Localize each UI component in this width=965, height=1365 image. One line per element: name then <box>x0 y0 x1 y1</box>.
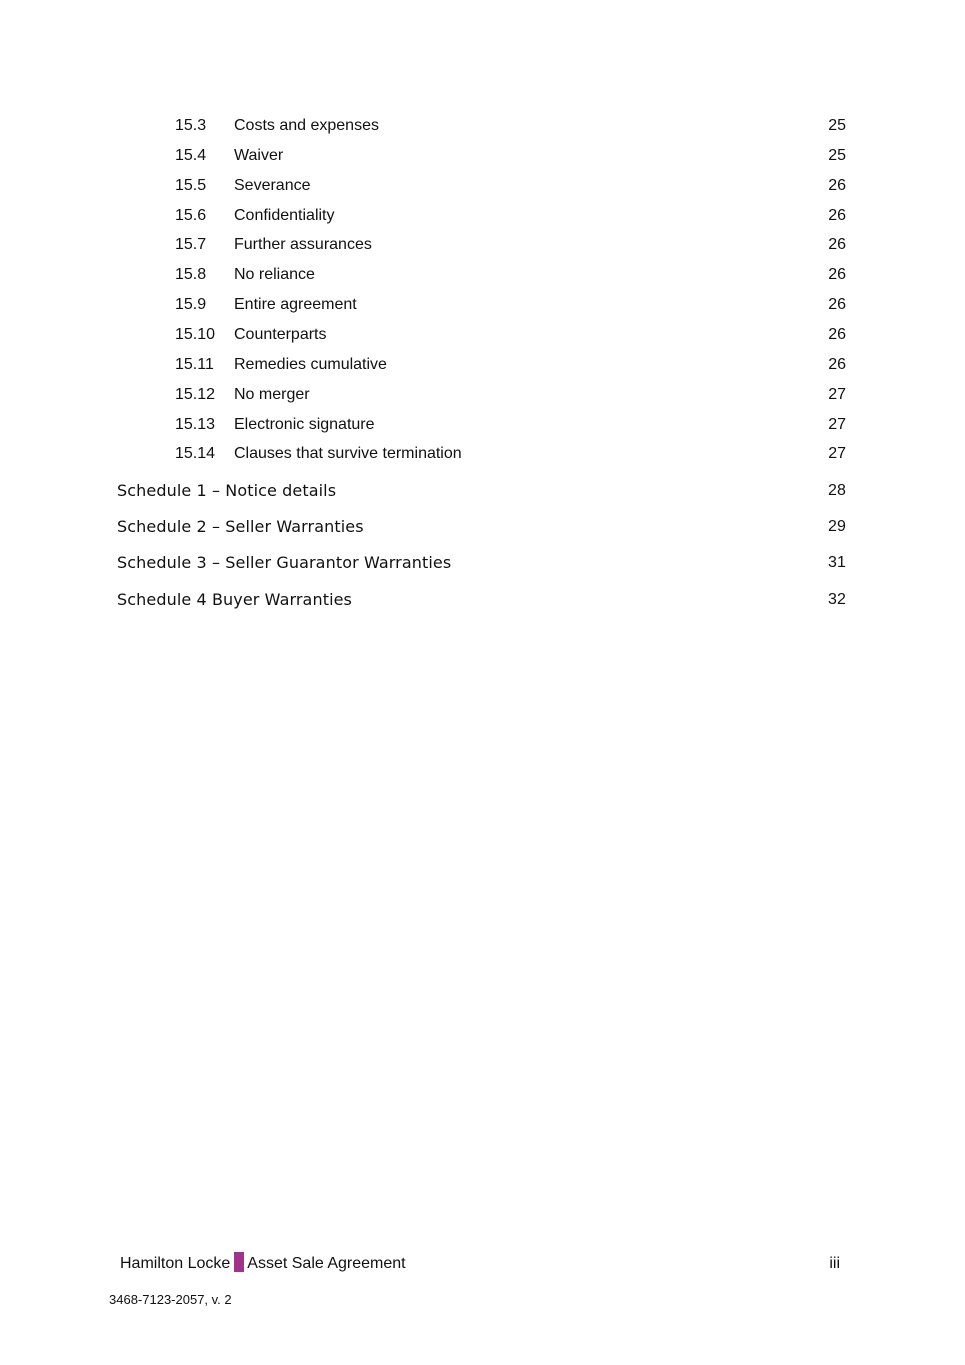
toc-entry-number: 15.8 <box>175 266 207 283</box>
toc-entry-page: 27 <box>828 386 846 403</box>
toc-entry-title: Clauses that survive termination <box>234 445 462 462</box>
toc-schedule-page: 31 <box>828 554 846 571</box>
toc-schedule-title: Schedule 3 – Seller Guarantor Warranties <box>117 553 452 572</box>
toc-entry[interactable] <box>0 171 965 201</box>
toc-entry[interactable] <box>0 201 965 231</box>
document-id: 3468-7123-2057, v. 2 <box>109 1292 232 1307</box>
toc-entry-number: 15.5 <box>175 177 207 194</box>
toc-entry-title: Waiver <box>234 147 284 164</box>
toc-entry-number: 15.13 <box>175 416 216 433</box>
footer-firm-name: Hamilton Locke <box>120 1255 231 1272</box>
toc-entry-number: 15.10 <box>175 326 216 343</box>
toc-entry-title: Counterparts <box>234 326 327 343</box>
footer-page-number: iii <box>829 1255 840 1272</box>
toc-entry[interactable] <box>0 380 965 410</box>
toc-entry-number: 15.4 <box>175 147 207 164</box>
toc-entry-page: 25 <box>828 147 846 164</box>
toc-entry-page: 26 <box>828 177 846 194</box>
toc-entry-page: 25 <box>828 117 846 134</box>
toc-entry-page: 27 <box>828 445 846 462</box>
toc-schedule-title: Schedule 4 Buyer Warranties <box>117 590 352 609</box>
toc-entry-number: 15.6 <box>175 207 207 224</box>
toc-entry-page: 26 <box>828 207 846 224</box>
toc-schedule-page: 32 <box>828 591 846 608</box>
footer-separator-bar <box>234 1252 244 1272</box>
toc-schedule-title: Schedule 1 – Notice details <box>117 481 337 500</box>
toc-entry[interactable] <box>0 320 965 350</box>
toc-entry-page: 26 <box>828 356 846 373</box>
toc-schedule-entry[interactable] <box>0 512 965 542</box>
toc-entry-number: 15.11 <box>175 356 214 373</box>
toc-entry-title: Entire agreement <box>234 296 357 313</box>
toc-schedule-entry[interactable] <box>0 476 965 506</box>
toc-entry-page: 26 <box>828 326 846 343</box>
toc-schedule-entry[interactable] <box>0 585 965 615</box>
toc-entry-number: 15.9 <box>175 296 207 313</box>
toc-entry-number: 15.14 <box>175 445 216 462</box>
toc-schedule-page: 29 <box>828 518 846 535</box>
toc-entry-title: Severance <box>234 177 311 194</box>
toc-entry[interactable] <box>0 141 965 171</box>
toc-entry-page: 26 <box>828 266 846 283</box>
toc-entry-title: Remedies cumulative <box>234 356 387 373</box>
toc-schedule-entry[interactable] <box>0 548 965 578</box>
toc-schedule-title: Schedule 2 – Seller Warranties <box>117 517 364 536</box>
footer-branding <box>120 1251 406 1277</box>
toc-entry-title: No reliance <box>234 266 315 283</box>
toc-entry[interactable] <box>0 111 965 141</box>
toc-entry[interactable] <box>0 290 965 320</box>
toc-entry[interactable] <box>0 350 965 380</box>
toc-entry-title: Electronic signature <box>234 416 375 433</box>
toc-entry-number: 15.12 <box>175 386 216 403</box>
toc-entry-number: 15.7 <box>175 236 207 253</box>
toc-entry-title: No merger <box>234 386 310 403</box>
footer-document-title: Asset Sale Agreement <box>247 1255 406 1272</box>
toc-entry[interactable] <box>0 230 965 260</box>
toc-entry-title: Further assurances <box>234 236 372 253</box>
toc-entry[interactable] <box>0 439 965 469</box>
toc-entry-page: 27 <box>828 416 846 433</box>
toc-entry-title: Costs and expenses <box>234 117 379 134</box>
toc-entry[interactable] <box>0 260 965 290</box>
toc-entry-title: Confidentiality <box>234 207 335 224</box>
toc-entry-page: 26 <box>828 236 846 253</box>
toc-entry-page: 26 <box>828 296 846 313</box>
page-footer <box>0 1251 965 1277</box>
toc-entry[interactable] <box>0 410 965 440</box>
toc-schedule-page: 28 <box>828 482 846 499</box>
toc-entry-number: 15.3 <box>175 117 207 134</box>
